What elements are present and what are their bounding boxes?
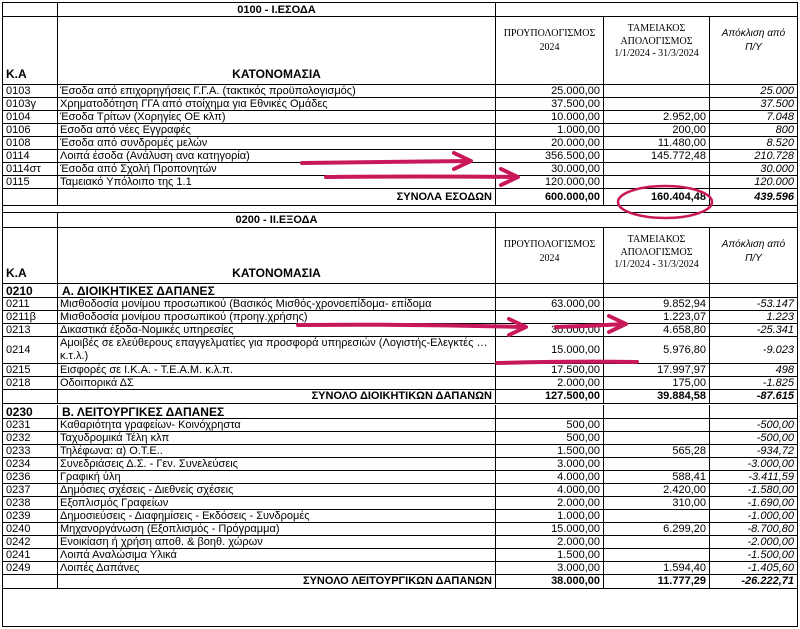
- budget-cell: 25.000,00: [496, 85, 604, 97]
- revenue-header-row: [3, 17, 797, 85]
- name-cell: Εξοπλισμός Γραφείων: [58, 497, 496, 509]
- spacer-row: [3, 206, 797, 213]
- budget-cell: 4.000,00: [496, 471, 604, 483]
- code-cell: 0236: [3, 471, 58, 483]
- table-row: [3, 484, 797, 497]
- deviation-cell: 8.520: [766, 137, 794, 149]
- deviation-cell: 25.000: [760, 85, 794, 97]
- actual-cell: [604, 510, 710, 522]
- code-cell: 0240: [3, 523, 58, 535]
- revenue-section-title: [3, 3, 797, 17]
- deviation-cell: -26.222,71: [741, 575, 794, 587]
- code-cell: 0241: [3, 549, 58, 561]
- actual-cell: [604, 163, 710, 175]
- name-cell: Εισφορές σε Ι.Κ.Α. - Τ.Ε.Α.Μ. κ.λ.π.: [58, 364, 496, 376]
- table-row: [3, 150, 797, 163]
- name-cell: Ταχυδρομικά Τέλη κλπ: [58, 432, 496, 444]
- name-cell: Εσοδα από νέες Εγγραφές: [58, 124, 496, 136]
- budget-cell: 30.000,00: [496, 324, 604, 336]
- name-cell: Δημοσιεύσεις - Διαφημίσεις - Εκδόσεις - Συνδρομές: [58, 510, 496, 522]
- budget-cell: 30.000,00: [496, 163, 604, 175]
- name-cell: Έσοδα από επιχορηγήσεις Γ.Γ.Α. (τακτικός προϋπολογισμός): [58, 85, 496, 97]
- group-header: [3, 284, 797, 298]
- actual-cell: [604, 549, 710, 561]
- deviation-cell: -8.700,80: [747, 523, 794, 535]
- section-title: 0100 - Ι.ΕΣΟΔΑ: [58, 3, 496, 16]
- budget-cell: 1.500,00: [496, 549, 604, 561]
- table-row: [3, 445, 797, 458]
- deviation-cell: -500,00: [756, 419, 794, 431]
- expense-header-row: [3, 228, 797, 284]
- table-row: [3, 523, 797, 536]
- group-header: [3, 405, 797, 419]
- budget-cell: 1.500,00: [496, 445, 604, 457]
- deviation-cell: 1.223: [766, 311, 794, 323]
- budget-cell: [496, 311, 604, 323]
- deviation-cell: -1.405,60: [747, 562, 794, 574]
- name-cell: Ενοικίαση ή χρήση αποθ. & βοηθ. χώρων: [58, 536, 496, 548]
- table-row: [3, 311, 797, 324]
- actual-cell: 565,28: [604, 445, 710, 457]
- actual-cell: [604, 419, 710, 431]
- deviation-cell: -3.000,00: [747, 458, 794, 470]
- deviation-cell: 439.596: [754, 190, 794, 203]
- budget-cell: 356.500,00: [496, 150, 604, 162]
- table-row: [3, 458, 797, 471]
- budget-cell: 15.000,00: [496, 337, 604, 363]
- budget-cell: 1.000,00: [496, 510, 604, 522]
- budget-cell: 20.000,00: [496, 137, 604, 149]
- budget-cell: 63.000,00: [496, 298, 604, 310]
- budget-cell: 2.000,00: [496, 377, 604, 389]
- table-row: [3, 163, 797, 176]
- deviation-cell: 37.500: [760, 98, 794, 110]
- actual-cell: 39.884,58: [604, 390, 710, 403]
- actual-cell: 2.420,00: [604, 484, 710, 496]
- name-cell: Αμοιβές σε ελεύθερους επαγγελματίες για προσφορά υπηρεσιών (Λογιστής-Ελεγκτές …κ.τ.λ.): [58, 337, 496, 363]
- name-cell: Τηλέφωνα: α) Ο.Τ.Ε..: [58, 445, 496, 457]
- budget-cell: 38.000,00: [496, 575, 604, 588]
- budget-cell: 4.000,00: [496, 484, 604, 496]
- ka-header: Κ.Α: [3, 17, 58, 84]
- name-cell: Οδοιπορικά ΔΣ: [58, 377, 496, 389]
- budget-cell: 3.000,00: [496, 562, 604, 574]
- table-row: [3, 337, 797, 364]
- table-row: [3, 536, 797, 549]
- code-cell: 0231: [3, 419, 58, 431]
- code-cell: 0239: [3, 510, 58, 522]
- actual-cell: 160.404,48: [604, 189, 710, 205]
- deviation-cell: -500,00: [756, 432, 794, 444]
- code-cell: [3, 575, 58, 588]
- name-cell: Συνεδριάσεις Δ.Σ. - Γεν. Συνελεύσεις: [58, 458, 496, 470]
- budget-cell: 37.500,00: [496, 98, 604, 110]
- total-row: [3, 390, 797, 404]
- total-label: ΣΥΝΟΛΑ ΕΣΟΔΩΝ: [58, 189, 496, 205]
- table-row: [3, 176, 797, 189]
- table-row: [3, 137, 797, 150]
- budget-cell: 10.000,00: [496, 111, 604, 123]
- code-cell: 0211: [3, 298, 58, 310]
- name-cell: Λοιπές Δαπάνες: [58, 562, 496, 574]
- code-cell: 0213: [3, 324, 58, 336]
- code-cell: 0104: [3, 111, 58, 123]
- actual-cell: 5.976,80: [604, 337, 710, 363]
- code-cell: [3, 390, 58, 403]
- group-code: 0210: [3, 284, 58, 297]
- code-cell: 0232: [3, 432, 58, 444]
- code-cell: 0249: [3, 562, 58, 574]
- deviation-cell: 30.000: [760, 163, 794, 175]
- deviation-cell: -3.411,59: [748, 471, 794, 483]
- cash-header: ΤΑΜΕΙΑΚΟΣ ΑΠΟΛΟΓΙΣΜΟΣ 1/1/2024 - 31/3/2024: [604, 228, 710, 283]
- code-cell: 0238: [3, 497, 58, 509]
- table-row: [3, 111, 797, 124]
- table-row: [3, 471, 797, 484]
- name-cell: Μισθοδοσία μονίμου προσωπικού (προηγ.χρήσης): [58, 311, 496, 323]
- total-label: ΣΥΝΟΛΟ ΛΕΙΤΟΥΡΓΙΚΩΝ ΔΑΠΑΝΩΝ: [58, 575, 496, 588]
- name-cell: Ταμειακό Υπόλοιπο της 1.1: [58, 176, 496, 188]
- deviation-cell: -1.690,00: [747, 497, 794, 509]
- table-row: [3, 324, 797, 337]
- code-cell: 0108: [3, 137, 58, 149]
- section-title: 0200 - ΙΙ.ΕΞΟΔΑ: [58, 213, 496, 227]
- deviation-cell: -53.147: [756, 298, 794, 310]
- budget-header: ΠΡΟΥΠΟΛΟΓΙΣΜΟΣ 2024: [496, 17, 604, 84]
- code-cell: 0103: [3, 85, 58, 97]
- code-cell: 0237: [3, 484, 58, 496]
- budget-header: ΠΡΟΥΠΟΛΟΓΙΣΜΟΣ 2024: [496, 228, 604, 283]
- deviation-cell: 120.000: [754, 176, 794, 188]
- deviation-cell: 7.048: [766, 111, 794, 123]
- group-title: Α. ΔΙΟΙΚΗΤΙΚΕΣ ΔΑΠΑΝΕΣ: [58, 284, 496, 297]
- deviation-cell: -1.825: [762, 377, 794, 389]
- code-cell: 0114στ: [3, 163, 58, 175]
- actual-cell: 6.299,20: [604, 523, 710, 535]
- actual-cell: 200,00: [604, 124, 710, 136]
- code-cell: 0242: [3, 536, 58, 548]
- actual-cell: 11.777,29: [604, 575, 710, 588]
- table-row: [3, 98, 797, 111]
- deviation-cell: -1.000,00: [747, 510, 794, 522]
- code-cell: 0214: [3, 337, 58, 363]
- actual-cell: [604, 98, 710, 110]
- table-row: [3, 510, 797, 523]
- table-row: [3, 562, 797, 575]
- total-label: ΣΥΝΟΛΟ ΔΙΟΙΚΗΤΙΚΩΝ ΔΑΠΑΝΩΝ: [58, 390, 496, 403]
- table-row: [3, 377, 797, 390]
- code-cell: 0115: [3, 176, 58, 188]
- code-cell: [3, 189, 58, 205]
- deviation-cell: -87.615: [756, 390, 794, 402]
- code-cell: 0211β: [3, 311, 58, 323]
- actual-cell: 9.852,94: [604, 298, 710, 310]
- actual-cell: [604, 432, 710, 444]
- actual-cell: [604, 458, 710, 470]
- deviation-cell: -2.000,00: [747, 536, 794, 548]
- deviation-cell: -9.023: [762, 343, 794, 356]
- actual-cell: 1.594,40: [604, 562, 710, 574]
- code-cell: 0103γ: [3, 98, 58, 110]
- name-cell: Δικαστικά έξοδα-Νομικές υπηρεσίες: [58, 324, 496, 336]
- name-cell: Χρηματοδότηση ΓΓΑ από στοίχημα για Εθνικές Ομάδες: [58, 98, 496, 110]
- code-cell: 0114: [3, 150, 58, 162]
- name-cell: Καθαριότητα γραφείων- Κοινόχρηστα: [58, 419, 496, 431]
- name-cell: Έσοδα Τρίτων (Χορηγίες ΟΕ κλπ): [58, 111, 496, 123]
- actual-cell: 11.480,00: [604, 137, 710, 149]
- expense-section-title: [3, 213, 797, 228]
- table-row: [3, 298, 797, 311]
- code-cell: 0218: [3, 377, 58, 389]
- name-header: ΚΑΤΟΝΟΜΑΣΙΑ: [58, 17, 496, 84]
- budget-cell: 2.000,00: [496, 536, 604, 548]
- deviation-header: Απόκλιση από Π/Υ: [721, 28, 786, 53]
- actual-cell: 310,00: [604, 497, 710, 509]
- name-cell: Λοιπά έσοδα (Ανάλυση ανα κατηγορία): [58, 150, 496, 162]
- group-code: 0230: [3, 405, 58, 418]
- actual-cell: [604, 176, 710, 188]
- actual-cell: 17.997,97: [604, 364, 710, 376]
- code-cell: 0106: [3, 124, 58, 136]
- deviation-cell: 800: [775, 124, 794, 136]
- name-cell: Γραφική ύλη: [58, 471, 496, 483]
- table-row: [3, 497, 797, 510]
- total-row: [3, 575, 797, 589]
- deviation-cell: -1.580,00: [747, 484, 794, 496]
- deviation-cell: -934,72: [756, 445, 794, 457]
- name-cell: Έσοδα από Σχολή Προπονητών: [58, 163, 496, 175]
- table-row: [3, 419, 797, 432]
- table-row: [3, 549, 797, 562]
- group-title: Β. ΛΕΙΤΟΥΡΓΙΚΕΣ ΔΑΠΑΝΕΣ: [58, 405, 496, 418]
- name-header: ΚΑΤΟΝΟΜΑΣΙΑ: [58, 228, 496, 283]
- budget-cell: 2.000,00: [496, 497, 604, 509]
- deviation-cell: -1.500,00: [747, 549, 794, 561]
- budget-cell: 120.000,00: [496, 176, 604, 188]
- deviation-cell: 210.728: [754, 150, 794, 162]
- name-cell: Λοιπά Αναλώσιμα Υλικά: [58, 549, 496, 561]
- ka-header: Κ.Α: [3, 228, 58, 283]
- name-cell: Έσοδα από συνδρομές μελών: [58, 137, 496, 149]
- name-cell: Μηχανοργάνωση (Εξοπλισμός - Πρόγραμμα): [58, 523, 496, 535]
- actual-cell: 1.223,07: [604, 311, 710, 323]
- actual-cell: 588,41: [604, 471, 710, 483]
- budget-cell: 127.500,00: [496, 390, 604, 403]
- actual-cell: 4.658,80: [604, 324, 710, 336]
- budget-cell: 1.000,00: [496, 124, 604, 136]
- deviation-header: Απόκλιση από Π/Υ: [721, 239, 786, 264]
- budget-cell: 600.000,00: [496, 189, 604, 205]
- actual-cell: [604, 536, 710, 548]
- table-row: [3, 432, 797, 445]
- code-cell: 0215: [3, 364, 58, 376]
- actual-cell: [604, 85, 710, 97]
- budget-cell: 17.500,00: [496, 364, 604, 376]
- actual-cell: 175,00: [604, 377, 710, 389]
- actual-cell: 2.952,00: [604, 111, 710, 123]
- name-cell: Δημόσιες σχέσεις - Διεθνείς σχέσεις: [58, 484, 496, 496]
- budget-cell: 500,00: [496, 419, 604, 431]
- code-cell: 0234: [3, 458, 58, 470]
- cash-header: ΤΑΜΕΙΑΚΟΣ ΑΠΟΛΟΓΙΣΜΟΣ 1/1/2024 - 31/3/2024: [604, 17, 710, 84]
- budget-cell: 15.000,00: [496, 523, 604, 535]
- budget-cell: 500,00: [496, 432, 604, 444]
- table-row: [3, 124, 797, 137]
- code-cell: 0233: [3, 445, 58, 457]
- deviation-cell: 498: [775, 364, 794, 376]
- budget-table: [2, 2, 798, 627]
- budget-cell: 3.000,00: [496, 458, 604, 470]
- actual-cell: 145.772,48: [604, 150, 710, 162]
- table-row: [3, 364, 797, 377]
- name-cell: Μισθοδοσία μονίμου προσωπικού (Βασικός Μισθός-χρονοεπίδομα- επίδομα: [58, 298, 496, 310]
- total-row: [3, 189, 797, 206]
- deviation-cell: -25.341: [756, 324, 794, 336]
- table-row: [3, 85, 797, 98]
